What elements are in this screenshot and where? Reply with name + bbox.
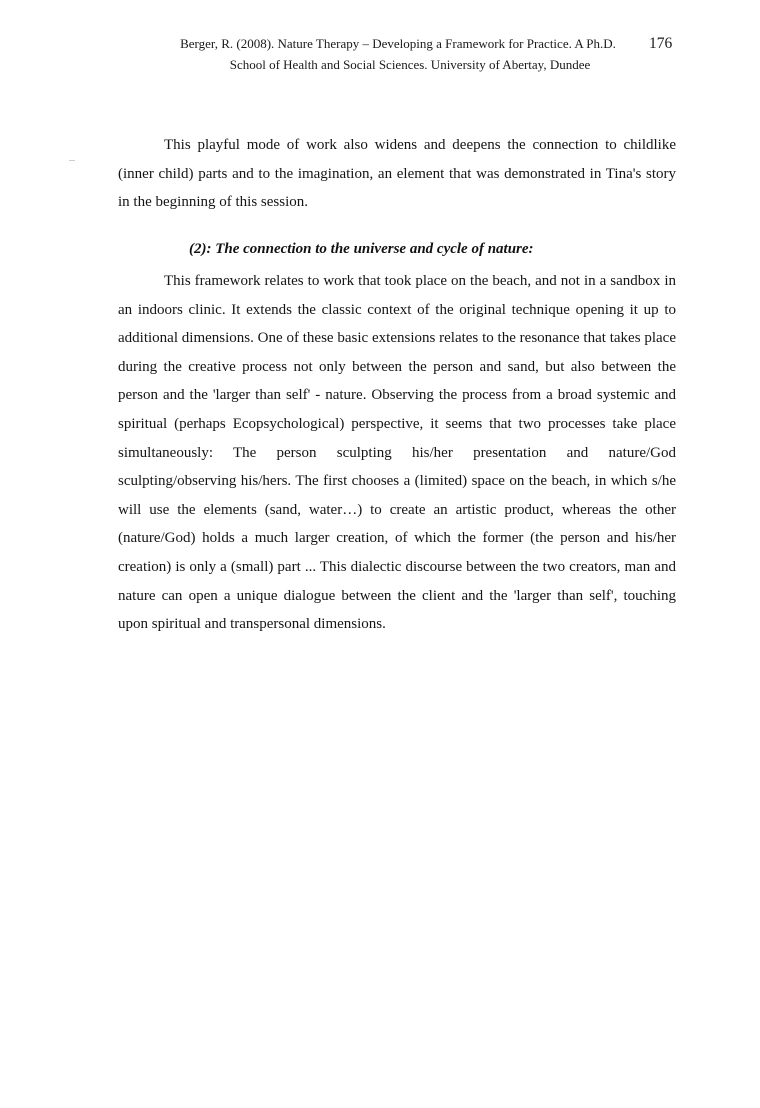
- header-citation-line: Berger, R. (2008). Nature Therapy – Developing a Framework for Practice. A Ph.D.: [180, 36, 616, 51]
- body-paragraph-2: This framework relates to work that took place on the beach, and not in a sandbox in an indoors clinic. It extends the classic context of the original technique opening it up to additional dimensions. One of these basic extensions relates to the resonance that takes place during the creative process not only between the person and sand, but also between the person and the 'larger than self' - nature. Observing the process from a broad systemic and spiritual (perhaps Ecopsychological) perspective, it seems that two processes take place simultaneously: The person sculpting his/her presentation and nature/God sculpting/observing his/hers. The first chooses a (limited) space on the beach, in which s/he will use the elements (sand, water…) to create an artistic product, whereas the other (nature/God) holds a much larger creation, of which the former (the person and his/her creation) is only a (small) part ... This dialectic discourse between the two creators, man and nature can open a unique dialogue between the client and the 'larger than self', touching upon spiritual and transpersonal dimensions.: [118, 273, 676, 633]
- header-institution-line: School of Health and Social Sciences. University of Abertay, Dundee: [229, 57, 591, 72]
- body-paragraph-1: This playful mode of work also widens and deepens the connection to childlike (inner child) parts and to the imagination, an element that was demonstrated in Tina's story in the beginning of this session.: [118, 137, 676, 211]
- running-header: [130, 33, 690, 75]
- margin-mark: [69, 160, 75, 161]
- page-number: 176: [649, 35, 673, 52]
- section-heading: (2): The connection to the universe and cycle of nature:: [189, 241, 534, 257]
